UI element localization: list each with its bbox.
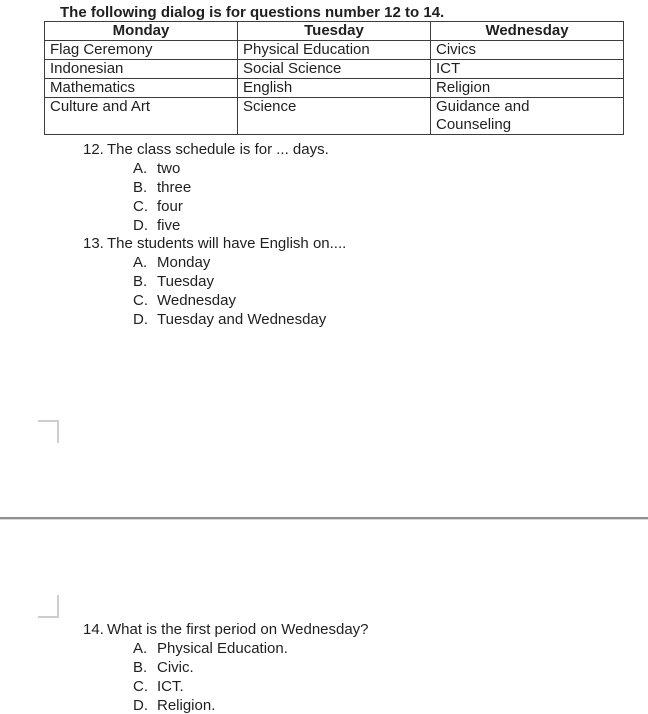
question-text: The students will have English on.... [107,235,347,252]
table-row [45,79,624,98]
table-row [45,41,624,60]
option-letter: B. [133,659,148,676]
question-text-line [83,140,329,159]
option-letter: A. [133,254,148,271]
text-boundary-corner-mark [38,420,59,443]
option-letter: A. [133,640,148,657]
option-text: five [157,217,181,234]
question-14 [83,620,369,714]
table-cell: Mathematics [45,79,238,98]
option-letter: B. [133,179,148,196]
option-a [133,253,346,272]
option-text: two [157,160,181,177]
table-cell: Science [238,98,431,135]
option-letter: D. [133,697,148,714]
option-letter: C. [133,292,148,309]
table-header-tuesday: Tuesday [238,22,431,41]
table-header-row [45,22,624,41]
option-text: Civic. [157,659,194,676]
table-cell: Social Science [238,60,431,79]
question-number: 13. [83,235,104,252]
table-row [45,60,624,79]
question-text-line [83,620,369,639]
question-text: What is the first period on Wednesday? [107,621,369,638]
option-text: ICT. [157,678,184,695]
option-letter: A. [133,160,148,177]
table-cell-text: Guidance and Counseling [436,98,530,133]
table-cell: Civics [431,41,624,60]
table-row [45,98,624,135]
option-d [133,310,346,329]
passage-title: The following dialog is for questions number 12 to 14. [60,4,445,21]
option-c [133,677,369,696]
table-cell: Indonesian [45,60,238,79]
option-letter: B. [133,273,148,290]
class-schedule-table [44,21,624,135]
option-letter: D. [133,217,148,234]
option-text: Physical Education. [157,640,288,657]
question-number: 14. [83,621,104,638]
option-text: three [157,179,192,196]
option-d [133,696,369,714]
table-header-wednesday: Wednesday [431,22,624,41]
option-d [133,216,329,235]
question-text: The class schedule is for ... days. [107,141,329,158]
option-letter: C. [133,678,148,695]
table-cell: Physical Education [238,41,431,60]
option-b [133,658,369,677]
table-cell: ICT [431,60,624,79]
table-cell: Religion [431,79,624,98]
option-text: Wednesday [157,292,236,309]
option-b [133,178,329,197]
option-text: Tuesday [157,273,214,290]
question-text-line [83,234,346,253]
table-cell: Culture and Art [45,98,238,135]
option-a [133,159,329,178]
option-c [133,291,346,310]
question-13 [83,234,346,329]
question-12 [83,140,329,235]
table-cell: Flag Ceremony [45,41,238,60]
option-b [133,272,346,291]
option-text: Monday [157,254,211,271]
question-number: 12. [83,141,104,158]
table-header-monday: Monday [45,22,238,41]
option-letter: C. [133,198,148,215]
table-cell: English [238,79,431,98]
table-cell [431,98,624,135]
text-boundary-corner-mark [38,595,59,618]
option-text: Tuesday and Wednesday [157,311,327,328]
option-letter: D. [133,311,148,328]
option-a [133,639,369,658]
page-break-divider [0,517,648,519]
option-text: Religion. [157,697,216,714]
option-text: four [157,198,183,215]
option-c [133,197,329,216]
